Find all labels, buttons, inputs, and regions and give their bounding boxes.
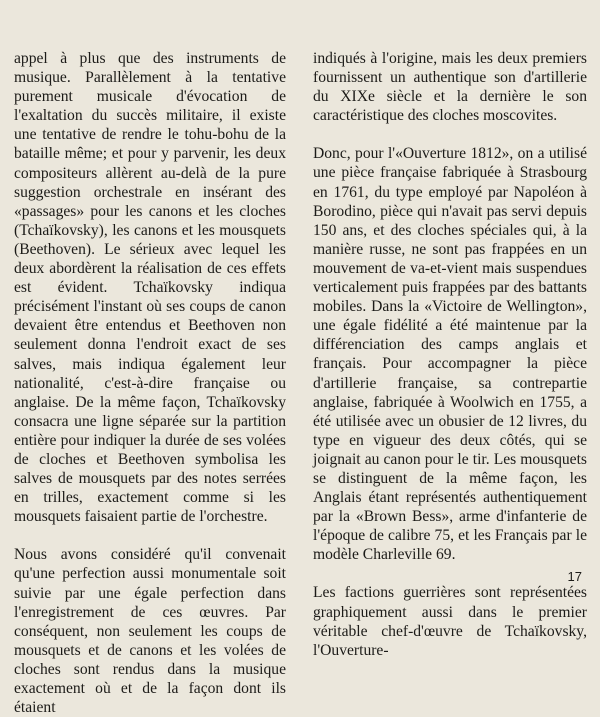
right-text-column	[313, 49, 587, 660]
paragraph: Nous avons considéré qu'il convenait qu'une perfection aussi monumentale soit suivie par une égale perfection dans l'enregistrement de ces œuvres. Par conséquent, non seulement les coups de mousquets et de canons et les volées de cloches sont rendus dans la musique exactement où et de la façon dont ils étaient	[14, 546, 286, 717]
paragraph: Donc, pour l'«Ouverture 1812», on a utilisé une pièce française fabriquée à Strasbourg en 1761, du type employé par Napoléon à Borodino, pièce qui n'avait pas servi depuis 150 ans, et des cloches spéciales qui, à la manière russe, ne sont pas frappées en un mouvement de va-et-vient mais suspendues verticalement puis frappées par des battants mobiles. Dans la «Victoire de Wellington», une égale fidélité a été maintenue par la différenciation des camps anglais et français. Pour accompagner la pièce d'artillerie française, sa contrepartie anglaise, fabriquée à Woolwich en 1755, a été utilisée avec un obusier de 12 livres, du type en vigueur des deux côtés, qui se joignait au canon pour le tir. Les mousquets se distinguent de la même façon, les Anglais étant représentés authentiquement par la «Brown Bess», arme d'infanterie de l'époque de calibre 75, et les Français par le modèle Charleville 69.	[313, 145, 587, 564]
paragraph: Les factions guerrières sont représentées graphiquement aussi dans le premier véritable chef-d'œuvre de Tchaïkovsky, l'Ouverture-	[313, 584, 587, 659]
paragraph: indiqués à l'origine, mais les deux premiers fournissent un authentique son d'artillerie du XIXe siècle et la dernière le son caractéristique des cloches moscovites.	[313, 50, 587, 125]
left-text-column	[14, 49, 286, 717]
page-number: 17	[567, 569, 582, 584]
paragraph: appel à plus que des instruments de musique. Parallèlement à la tentative purement musicale d'évocation de l'exaltation du succès militaire, il existe une tentative de rendre le tohu-bohu de la bataille même; et pour y parvenir, les deux compositeurs allèrent au-delà de la pure suggestion orchestrale en insérant des «passages» pour les canons et les cloches (Tchaïkovsky), les canons et les mousquets (Beethoven). Le sérieux avec lequel les deux abordèrent la réalisation de ces effets est évident. Tchaïkovsky indiqua précisément l'instant où ses coups de canon devaient être entendus et Beethoven non seulement donna l'endroit exact de ses salves, mais indiqua également leur nationalité, c'est-à-dire française ou anglaise. De la même façon, Tchaïkovsky consacra une ligne séparée sur la partition entière pour indiquer la durée de ses volées de cloches et Beethoven symbolisa les salves de mousquets par des notes serrées en trilles, exactement comme si les mousquets faisaient partie de l'orchestre.	[14, 50, 286, 526]
